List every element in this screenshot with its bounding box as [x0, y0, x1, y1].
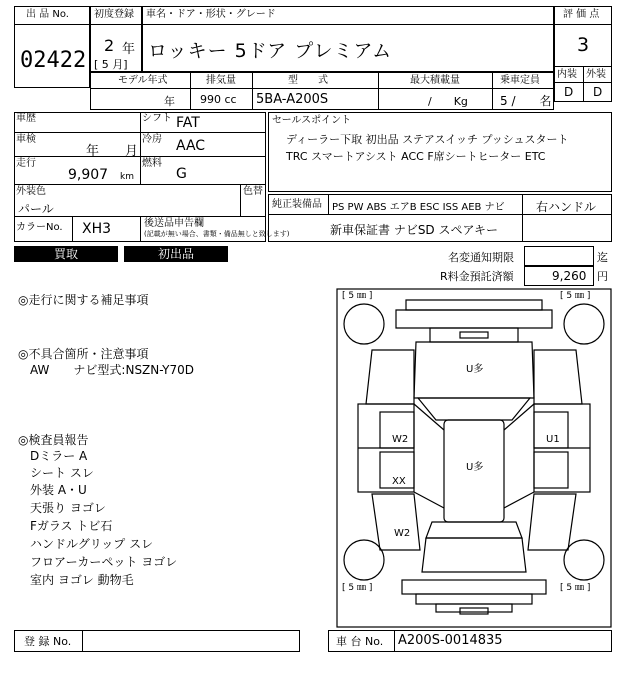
reg-no-label: 登 録 No. [24, 635, 72, 648]
inspection-value: 年 月 [86, 144, 139, 159]
post-app-note: (記載が無い場合、書類・備品無しと致します) [144, 230, 290, 238]
first-reg-year: 2 [104, 36, 115, 55]
front-bumper [396, 310, 552, 328]
exterior-label: 外装 [586, 69, 606, 80]
sales-points-line2: TRC スマートアシスト ACC F席シートヒーター ETC [286, 150, 546, 163]
front-right-fender [534, 350, 582, 404]
model-value: 5BA-A200S [256, 92, 329, 107]
shift-label: シフト [142, 113, 172, 124]
interior-grade: D [564, 85, 574, 99]
first-reg-year-unit: 年 [122, 42, 136, 57]
windshield [418, 398, 530, 420]
mileage-unit: km [120, 172, 134, 182]
model-year-label: モデル年式 [118, 75, 168, 86]
equipment-extras: 新車保証書 ナビSD スペアキー [330, 223, 499, 237]
chassis-label: 車 台 No. [336, 635, 384, 648]
tire-label-rl: [ 5 ㎜ ] [342, 583, 373, 593]
rear-window [426, 522, 522, 538]
max-load-value: / Kg [428, 95, 468, 108]
car-name-label: 車名・ドア・形状・グレード [146, 9, 276, 20]
equipment-label: 純正装備品 [272, 199, 322, 210]
buy-badge: 買取 [14, 246, 118, 262]
equipment-value: PS PW ABS エアB ESC ISS AEB ナビ [332, 202, 505, 213]
rear-lower [416, 594, 532, 604]
inspector-line: 室内 ヨゴレ 動物毛 [30, 573, 134, 587]
rear-right-fender [528, 494, 576, 550]
deadline-unit: 迄 [597, 251, 608, 264]
tire-front-left [344, 304, 384, 344]
tire-rear-right [564, 540, 604, 580]
capacity-label: 乗車定員 [500, 75, 540, 86]
deadline-label: 名変通知期限 [448, 251, 514, 264]
rear-left-fender [372, 494, 420, 550]
inspector-title: ◎検査員報告 [18, 433, 89, 447]
driving-notes-title: ◎走行に関する補足事項 [18, 293, 149, 307]
inspector-line: シート スレ [30, 466, 94, 480]
front-left-fender [366, 350, 414, 404]
first-reg-month: [ 5 月] [94, 58, 128, 71]
inspection-label: 車検 [16, 134, 36, 145]
recycle-label: R料金預託済額 [440, 270, 514, 283]
lot-number: 02422 [20, 48, 87, 73]
interior-label: 内装 [557, 69, 577, 80]
mark-front-right-door: U1 [546, 434, 560, 445]
defects-line: AW ナビ型式:NSZN-Y70D [30, 363, 194, 377]
diagram-frame [337, 289, 611, 627]
color-no-label: カラーNo. [16, 222, 63, 233]
capacity-value: 5 / 名 [500, 94, 552, 108]
inspector-line: 外装 A・U [30, 483, 87, 497]
mark-roof: U多 [466, 462, 484, 473]
mark-hood: U多 [466, 364, 484, 375]
exterior-grade: D [593, 85, 603, 99]
front-grille [406, 300, 542, 310]
tire-label-rr: [ 5 ㎜ ] [560, 583, 591, 593]
front-panel [430, 328, 518, 342]
ac-value: AAC [176, 138, 206, 154]
deadline-box [524, 246, 594, 266]
mark-front-left-door: W2 [392, 434, 409, 445]
displacement-value: 990 cc [200, 93, 237, 106]
inspector-line: フロアーカーペット ヨゴレ [30, 555, 178, 569]
inspector-line: ハンドルグリップ スレ [30, 537, 154, 551]
mileage-value: 9,907 [68, 167, 109, 183]
rear-right-door [534, 452, 568, 488]
handle-value: 右ハンドル [536, 200, 597, 214]
recycle-unit: 円 [597, 270, 608, 283]
ac-label: 冷房 [142, 134, 162, 145]
mark-rear-left-fender: W2 [394, 528, 411, 539]
first-listing-badge: 初出品 [124, 246, 228, 262]
car-name: ロッキー 5ドア プレミアム [148, 40, 393, 62]
color-no-value: XH3 [82, 221, 112, 237]
color-change-label: 色替 [243, 186, 263, 197]
score-value: 3 [577, 34, 590, 56]
ext-color-value: パール [18, 202, 54, 216]
sales-points-line1: ディーラー下取 初出品 ステアスイッチ プッシュスタート [286, 133, 569, 146]
defects-title: ◎不具合箇所・注意事項 [18, 347, 149, 361]
displacement-label: 排気量 [206, 75, 236, 86]
first-reg-label: 初度登録 [94, 9, 134, 20]
rear-emblem [460, 608, 488, 614]
tire-label-fl: [ 5 ㎜ ] [342, 291, 373, 301]
tire-front-right [564, 304, 604, 344]
mileage-label: 走行 [16, 158, 36, 169]
max-load-label: 最大積載量 [410, 75, 460, 86]
ext-color-label: 外装色 [16, 186, 46, 197]
inspector-line: 天張り ヨゴレ [30, 501, 106, 515]
car-diagram [336, 288, 612, 628]
front-emblem [460, 332, 488, 338]
sales-points-label: セールスポイント [272, 115, 352, 126]
shift-value: FAT [176, 115, 200, 131]
history-label: 車歴 [16, 113, 36, 124]
lot-label: 出 品 No. [26, 9, 69, 20]
tire-rear-left [344, 540, 384, 580]
tire-label-fr: [ 5 ㎜ ] [560, 291, 591, 301]
mark-rear-left-door: XX [392, 476, 406, 487]
inspector-line: Dミラー A [30, 449, 88, 463]
score-label: 評 価 点 [563, 9, 600, 20]
rear-bumper [402, 580, 546, 594]
inspector-line: Fガラス トビ石 [30, 519, 113, 533]
fuel-label: 燃料 [142, 158, 162, 169]
back-door [422, 538, 526, 572]
post-app-label: 後送品申告欄 [144, 218, 204, 229]
model-year-value: 年 [164, 95, 175, 108]
chassis-value: A200S-0014835 [398, 633, 503, 648]
recycle-value: 9,260 [552, 269, 587, 283]
fuel-value: G [176, 166, 187, 182]
model-label: 型 式 [288, 75, 328, 86]
